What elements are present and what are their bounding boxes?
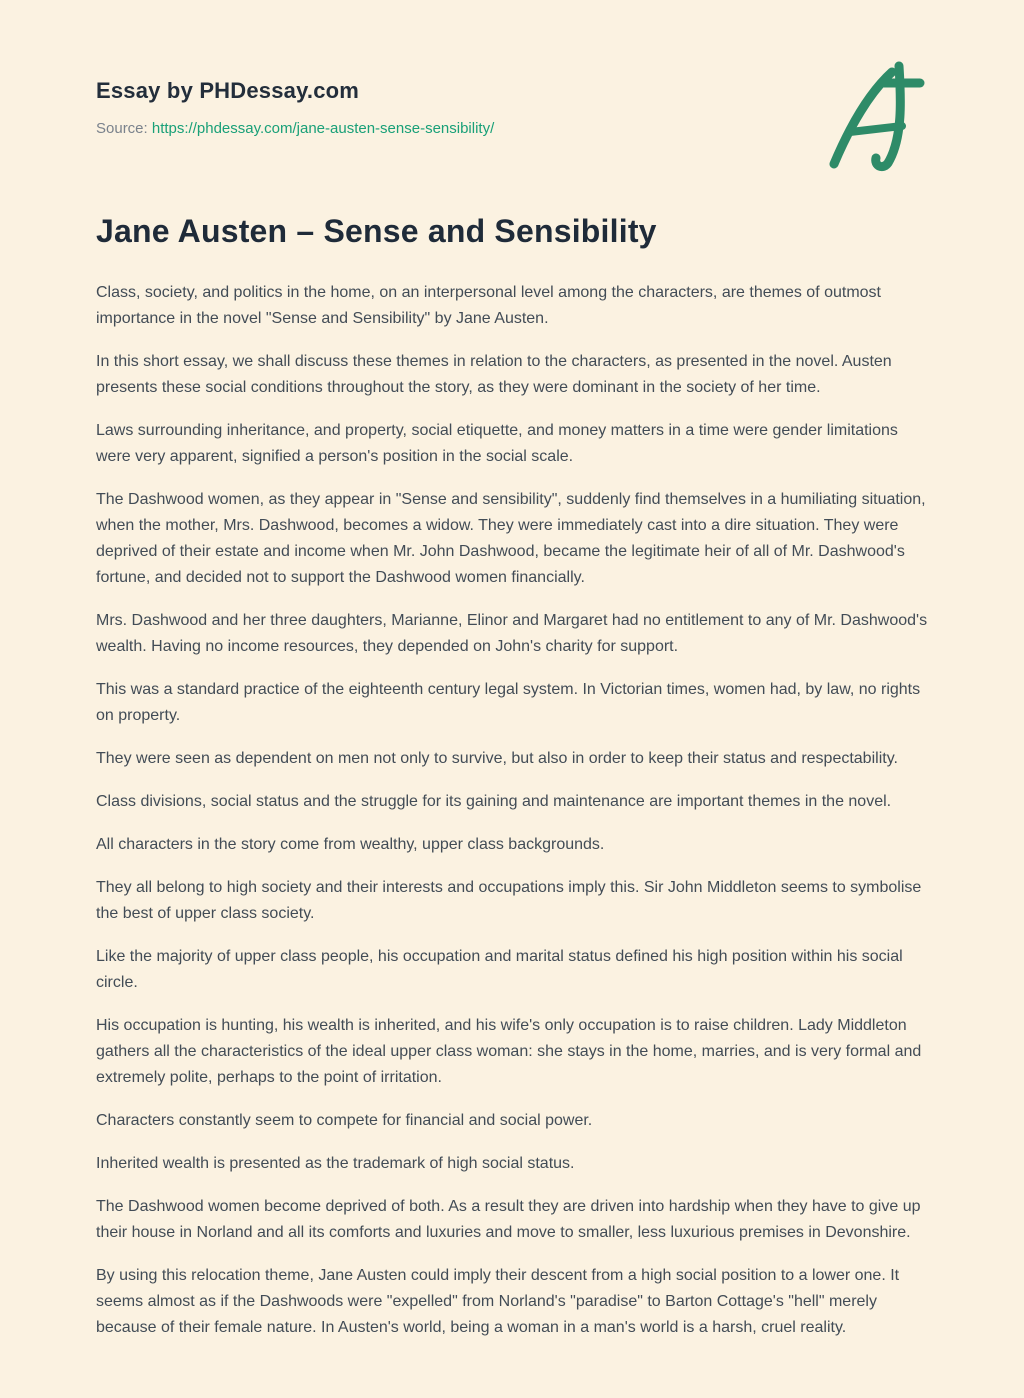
paragraph: In this short essay, we shall discuss these themes in relation to the characters, as presented in the novel. Austen presents these social conditions throughout the story, as they were dominant in the society of her time. [96,353,892,396]
document-header [96,78,928,137]
paragraph: Characters constantly seem to compete for financial and social power. [96,1112,593,1129]
site-title: Essay by PHDessay.com [96,78,360,103]
source-label: Source: [96,120,148,137]
article-body [96,280,928,1341]
phdessay-logo-icon [820,60,928,172]
paragraph: Like the majority of upper class people, his occupation and marital status defined his high position within his social circle. [96,948,903,991]
article-title: Jane Austen – Sense and Sensibility [96,213,657,249]
paragraph: The Dashwood women, as they appear in "Sense and sensibility", suddenly find themselves in a humiliating situation, when the mother, Mrs. Dashwood, becomes a widow. They were immediately cast into a dire situation. They were deprived of their estate and income when Mr. John Dashwood, became the legitimate heir of all of Mr. Dashwood's fortune, and decided not to support the Dashwood women financially. [96,491,926,586]
paragraph: Inherited wealth is presented as the trademark of high social status. [96,1155,575,1172]
paragraph: His occupation is hunting, his wealth is inherited, and his wife's only occupation is to raise children. Lady Middleton gathers all the characteristics of the ideal upper class woman: she stays in the home, marries, and is very formal and extremely polite, perhaps to the point of irritation. [96,1017,922,1086]
source-line [96,120,928,137]
paragraph: All characters in the story come from wealthy, upper class backgrounds. [96,836,605,853]
paragraph: Class divisions, social status and the struggle for its gaining and maintenance are important themes in the novel. [96,793,892,810]
paragraph: They all belong to high society and their interests and occupations imply this. Sir John Middleton seems to symbolise the best of upper class society. [96,879,922,922]
paragraph: Laws surrounding inheritance, and property, social etiquette, and money matters in a time were gender limitations were very apparent, signified a person's position in the social scale. [96,422,898,465]
paragraph: Class, society, and politics in the home, on an interpersonal level among the characters, are themes of outmost importance in the novel "Sense and Sensibility" by Jane Austen. [96,284,881,327]
source-url-link[interactable]: https://phdessay.com/jane-austen-sense-sensibility/ [151,120,495,137]
paragraph: Mrs. Dashwood and her three daughters, Marianne, Elinor and Margaret had no entitlement to any of Mr. Dashwood's wealth. Having no income resources, they depended on John's charity for support. [96,612,928,655]
paragraph: This was a standard practice of the eighteenth century legal system. In Victorian times, women had, by law, no rights on property. [96,681,921,724]
paragraph: The Dashwood women become deprived of both. As a result they are driven into hardship when they have to give up their house in Norland and all its comforts and luxuries and move to smaller, less luxurious premises in Devonshire. [96,1198,921,1241]
paragraph: They were seen as dependent on men not only to survive, but also in order to keep their status and respectability. [96,750,898,767]
paragraph: By using this relocation theme, Jane Austen could imply their descent from a high social position to a lower one. It seems almost as if the Dashwoods were "expelled" from Norland's "paradise" to Barton Cottage's "hell" merely because of their female nature. In Austen's world, being a woman in a man's world is a harsh, cruel reality. [96,1267,900,1336]
